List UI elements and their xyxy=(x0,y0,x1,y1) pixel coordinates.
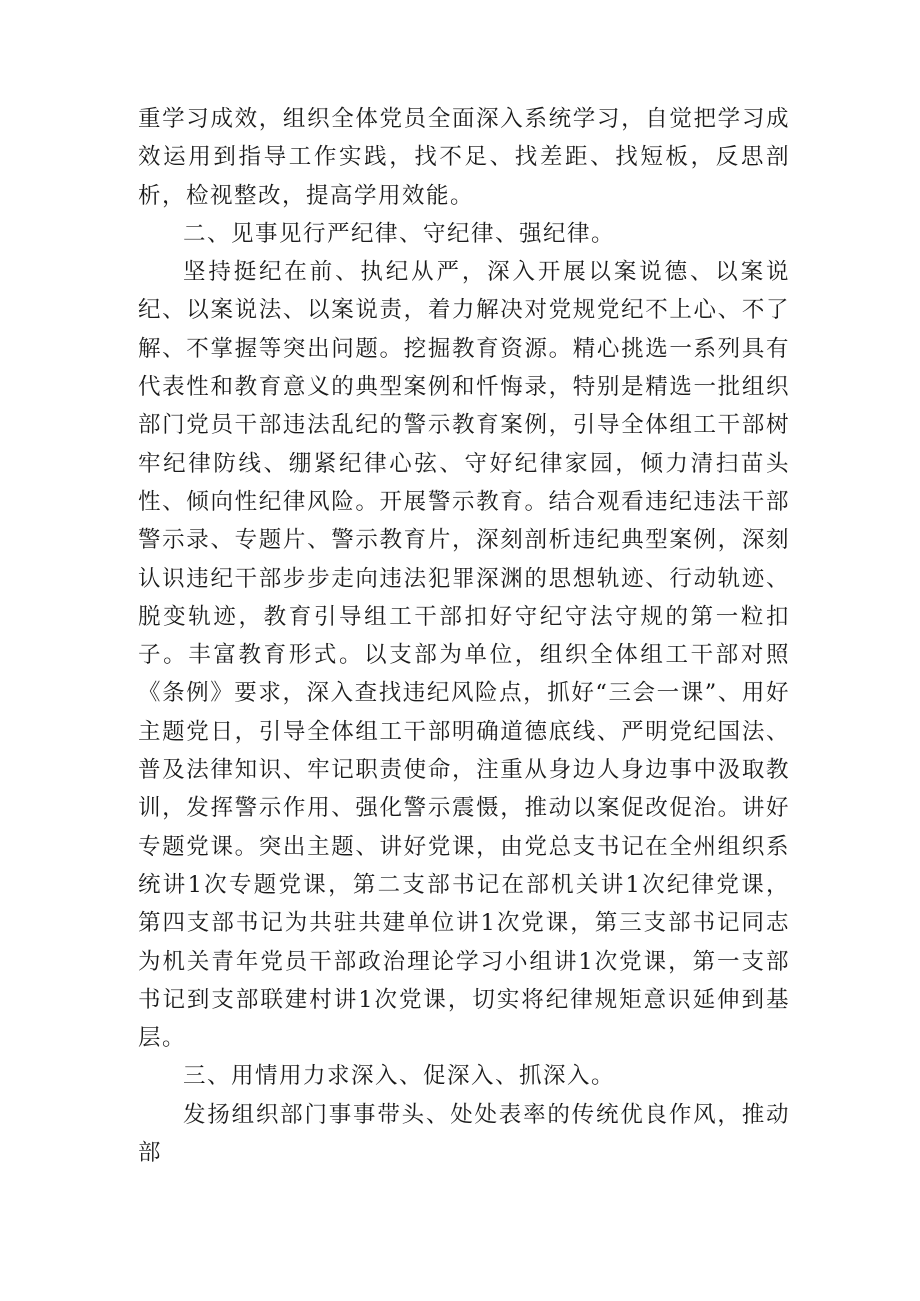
paragraph-1: 重学习成效，组织全体党员全面深入系统学习，自觉把学习成效运用到指导工作实践，找不足、找差距、找短板，反思剖析，检视整改，提高学用效能。 xyxy=(138,106,790,209)
section-heading-2: 二、见事见行严纪律、守纪律、强纪律。 xyxy=(183,220,616,247)
section-heading-3: 三、用情用力求深入、促深入、抓深入。 xyxy=(183,1063,616,1090)
document-body xyxy=(138,100,790,1172)
paragraph-3: 发扬组织部门事事带头、处处表率的传统优良作风，推动部 xyxy=(138,1101,790,1167)
paragraph-2: 坚持挺纪在前、执纪从严，深入开展以案说德、以案说纪、以案说法、以案说责，着力解决对党规党纪不上心、不了解、不掌握等突出问题。挖掘教育资源。精心挑选一系列具有代表性和教育意义的典型案例和忏悔录，特别是精选一批组织部门党员干部违法乱纪的警示教育案例，引导全体组工干部树牢纪律防线、绷紧纪律心弦、守好纪律家园，倾力清扫苗头性、倾向性纪律风险。开展警示教育。结合观看违纪违法干部警示录、专题片、警示教育片，深刻剖析违纪典型案例，深刻认识违纪干部步步走向违法犯罪深渊的思想轨迹、行动轨迹、脱变轨迹，教育引导组工干部扣好守纪守法守规的第一粒扣子。丰富教育形式。以支部为单位，组织全体组工干部对照《条例》要求，深入查找违纪风险点，抓好“三会一课”、用好主题党日，引导全体组工干部明确道德底线、严明党纪国法、普及法律知识、牢记职责使命，注重从身边人身边事中汲取教训，发挥警示作用、强化警示震慑，推动以案促改促治。讲好专题党课。突出主题、讲好党课，由党总支书记在全州组织系统讲1次专题党课，第二支部书记在部机关讲1次纪律党课，第四支部书记为共驻共建单位讲1次党课，第三支部书记同志为机关青年党员干部政治理论学习小组讲1次党课，第一支部书记到支部联建村讲1次党课，切实将纪律规矩意识延伸到基层。 xyxy=(138,259,790,1052)
